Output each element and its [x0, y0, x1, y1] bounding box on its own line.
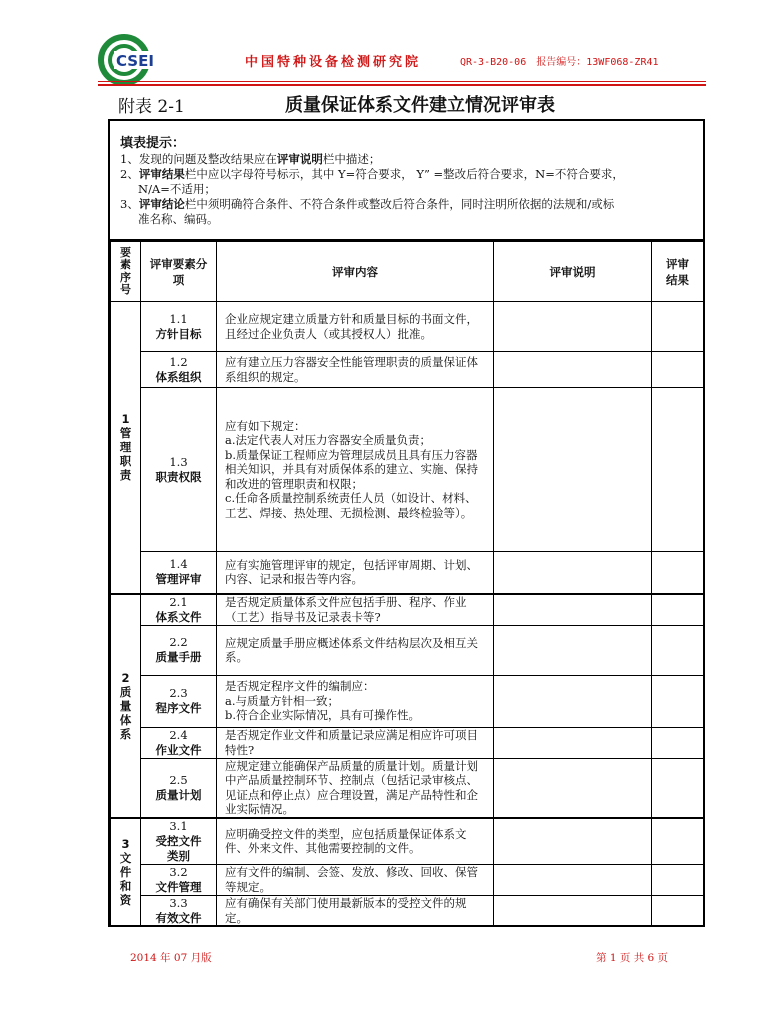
sub-item-number: 1.3 — [169, 454, 188, 469]
page-number: 第 1 页 共 6 页 — [596, 952, 669, 964]
review-content-line: b.质量保证工程师应为管理层成员且具有压力容器相关知识，并具有对质保体系的建立、实施、保持和改进的管理职责和权限； — [225, 447, 478, 491]
sub-item-number: 2.4 — [169, 727, 188, 742]
sub-item-number: 3.3 — [169, 895, 188, 910]
sub-item-cell — [141, 388, 217, 552]
instructions-title: 填表提示： — [120, 136, 186, 151]
sub-item-name: 体系文件 — [155, 609, 202, 624]
review-content-line: 企业应规定建立质量方针和质量目标的书面文件，且经过企业负责人（或其授权人）批准。 — [225, 312, 478, 341]
element-group-label: 3文件和资 — [111, 818, 141, 927]
header-rule-thin — [98, 81, 706, 82]
sub-item-name: 方针目标 — [155, 326, 202, 341]
sub-item-cell — [141, 302, 217, 352]
sub-item-name: 有效文件 — [155, 910, 202, 925]
review-content-cell — [217, 594, 494, 626]
instruction-3: 3、评审结论栏中须明确符合条件、不符合条件或整改后符合条件，同时注明所依据的法规和/或标 — [120, 197, 615, 211]
element-group-label: 2质量体系 — [111, 594, 141, 818]
review-content-line: 应有如下规定： — [225, 418, 306, 433]
review-content-cell — [217, 625, 494, 675]
logo-text: CSEI — [116, 52, 154, 70]
result-cell[interactable] — [652, 594, 704, 626]
instruction-1: 1、发现的问题及整改结果应在评审说明栏中描述； — [120, 152, 381, 166]
result-cell[interactable] — [652, 552, 704, 594]
sub-item-name: 文件管理 — [155, 879, 202, 894]
remarks-cell[interactable] — [494, 552, 652, 594]
review-content-line: 应有建立压力容器安全性能管理职责的质量保证体系组织的规定。 — [225, 355, 478, 384]
review-content-cell — [217, 552, 494, 594]
sub-item-number: 2.5 — [169, 772, 188, 787]
review-content-cell — [217, 302, 494, 352]
review-content-line: 应有确保有关部门使用最新版本的受控文件的规定。 — [225, 896, 467, 925]
table-row — [111, 302, 704, 352]
table-row — [111, 552, 704, 594]
header-content: 评审内容 — [217, 242, 494, 302]
review-content-cell — [217, 727, 494, 758]
remarks-cell[interactable] — [494, 864, 652, 895]
sub-item-cell — [141, 895, 217, 926]
sub-item-name: 质量手册 — [155, 650, 202, 664]
review-content-cell — [217, 675, 494, 727]
element-group-label: 1管理职责 — [111, 302, 141, 594]
review-content-cell — [217, 864, 494, 895]
sub-item-cell — [141, 758, 217, 818]
table-row — [111, 352, 704, 388]
table-row — [111, 625, 704, 675]
fill-instructions — [110, 121, 703, 241]
table-row — [111, 727, 704, 758]
sub-item-number: 1.4 — [169, 557, 188, 572]
sub-item-cell — [141, 727, 217, 758]
instruction-3-cont: 准名称、编码。 — [138, 212, 219, 226]
review-table — [110, 241, 704, 927]
sub-item-name: 程序文件 — [155, 701, 202, 715]
sub-item-number: 2.2 — [169, 635, 188, 649]
sub-item-cell — [141, 352, 217, 388]
remarks-cell[interactable] — [494, 818, 652, 865]
sub-item-number: 3.2 — [169, 864, 188, 879]
csei-logo — [98, 34, 170, 86]
sub-item-cell — [141, 594, 217, 626]
table-header-row — [111, 242, 704, 302]
review-content-cell — [217, 895, 494, 926]
review-content-cell — [217, 818, 494, 865]
sub-item-name: 质量计划 — [155, 787, 202, 802]
review-content-line: 应规定质量手册应概述体系文件结构层次及相互关系。 — [225, 635, 478, 664]
review-content-line: 是否规定作业文件和质量记录应满足相应许可项目特性? — [225, 728, 478, 757]
review-content-line: 是否规定质量体系文件应包括手册、程序、作业（工艺）指导书及记录表卡等? — [225, 595, 467, 624]
header-result: 评审结果 — [652, 242, 704, 302]
table-row — [111, 895, 704, 926]
result-cell[interactable] — [652, 727, 704, 758]
sub-item-number: 3.1 — [169, 818, 188, 833]
sub-item-cell — [141, 864, 217, 895]
review-content-line: b.符合企业实际情况，具有可操作性。 — [225, 708, 421, 723]
review-content-cell — [217, 758, 494, 818]
review-content-cell — [217, 388, 494, 552]
remarks-cell[interactable] — [494, 594, 652, 626]
table-row — [111, 388, 704, 552]
form-code: QR-3-B20-06 — [460, 57, 527, 68]
remarks-cell[interactable] — [494, 388, 652, 552]
report-number: 报告编号：13WF068-ZR41 — [536, 57, 659, 68]
table-row — [111, 594, 704, 626]
result-cell[interactable] — [652, 302, 704, 352]
edition-label: 2014 年 07 月版 — [130, 952, 212, 964]
result-cell[interactable] — [652, 758, 704, 818]
review-content-cell — [217, 352, 494, 388]
result-cell[interactable] — [652, 818, 704, 865]
sub-item-number: 2.1 — [169, 594, 188, 609]
review-content-line: 应明确受控文件的类型，应包括质量保证体系文件、外来文件、其他需要控制的文件。 — [225, 826, 467, 855]
review-content-line: 是否规定程序文件的编制应： — [225, 679, 375, 694]
result-cell[interactable] — [652, 625, 704, 675]
table-row — [111, 818, 704, 865]
document-title: 质量保证体系文件建立情况评审表 — [285, 95, 555, 116]
remarks-cell[interactable] — [494, 352, 652, 388]
review-form — [108, 119, 705, 927]
review-content-line: 应有文件的编制、会签、发放、修改、回收、保管等规定。 — [225, 865, 478, 894]
instruction-2-cont: N/A=不适用； — [138, 182, 216, 196]
appendix-label: 附表 2-1 — [118, 97, 185, 117]
remarks-cell[interactable] — [494, 625, 652, 675]
sub-item-name: 作业文件 — [155, 742, 202, 757]
review-content-line: 应规定建立能确保产品质量的质量计划。质量计划中产品质量控制环节、控制点（包括记录审核点、见证点和停止点）应合理设置，满足产品特性和企业实际情况。 — [225, 758, 478, 816]
review-content-line: a.法定代表人对压力容器安全质量负责； — [225, 433, 432, 448]
result-cell[interactable] — [652, 388, 704, 552]
remarks-cell[interactable] — [494, 758, 652, 818]
sub-item-number: 1.1 — [169, 311, 188, 326]
result-cell[interactable] — [652, 895, 704, 926]
sub-item-number: 1.2 — [169, 354, 188, 369]
result-cell[interactable] — [652, 864, 704, 895]
form-code-line — [460, 53, 663, 68]
header-element-no: 要素序号 — [111, 242, 141, 302]
review-content-line: a.与质量方针相一致； — [225, 693, 340, 708]
sub-item-cell — [141, 625, 217, 675]
sub-item-number: 2.3 — [169, 686, 188, 700]
header-sub-item: 评审要素分项 — [141, 242, 217, 302]
sub-item-name: 体系组织 — [155, 369, 202, 384]
header-rule-thick — [98, 84, 706, 86]
review-content-line: c.任命各质量控制系统责任人员（如设计、材料、工艺、焊接、热处理、无损检测、最终检验等）。 — [225, 491, 477, 520]
sub-item-cell — [141, 818, 217, 865]
remarks-cell[interactable] — [494, 727, 652, 758]
sub-item-cell — [141, 675, 217, 727]
organization-name: 中国特种设备检测研究院 — [245, 55, 422, 70]
instruction-2: 2、评审结果栏中应以字母符号标示，其中 Y=符合要求， Y” =整改后符合要求，N=不符合要求， — [120, 167, 624, 181]
sub-item-name: 受控文件类别 — [155, 833, 202, 863]
sub-item-name: 管理评审 — [155, 572, 202, 587]
table-row — [111, 864, 704, 895]
table-row — [111, 675, 704, 727]
header-remarks: 评审说明 — [494, 242, 652, 302]
result-cell[interactable] — [652, 675, 704, 727]
sub-item-cell — [141, 552, 217, 594]
remarks-cell[interactable] — [494, 895, 652, 926]
table-row — [111, 758, 704, 818]
review-content-line: 应有实施管理评审的规定，包括评审周期、计划、内容、记录和报告等内容。 — [225, 557, 478, 587]
sub-item-name: 职责权限 — [155, 469, 202, 484]
remarks-cell[interactable] — [494, 675, 652, 727]
remarks-cell[interactable] — [494, 302, 652, 352]
result-cell[interactable] — [652, 352, 704, 388]
